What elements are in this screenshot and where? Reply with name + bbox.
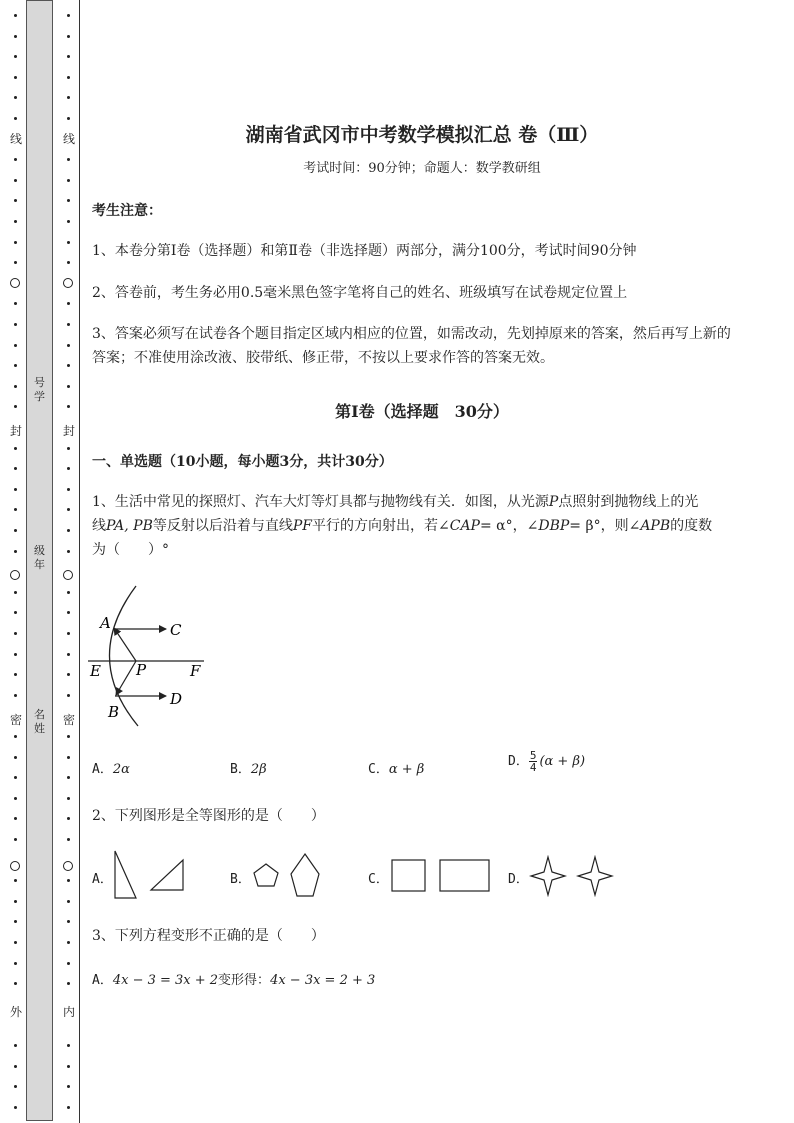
question-1-text: 1、生活中常见的探照灯、汽车大灯等灯具都与抛物线有关．如图，从光源P点照射到抛物线上的光 线PA, PB等反射以后沿着与直线PF平行的方向射出，若∠CAP= α°，∠DBP= β°，则∠APB的度数 为（ ）° [92, 494, 713, 558]
seal-dot [14, 199, 17, 202]
name-label: 名 姓 [34, 708, 45, 735]
part-heading: 一、单选题（10小题，每小题3分，共计30分） [92, 454, 393, 470]
point-label-a: A [100, 614, 111, 632]
seal-dot [67, 467, 70, 470]
seal-dot [67, 941, 70, 944]
seal-dot [14, 1044, 17, 1047]
q1-option-a[interactable]: A．2α [92, 762, 130, 777]
seal-dot [67, 900, 70, 903]
point-label-f: F [190, 662, 201, 680]
seal-dot [14, 158, 17, 161]
seal-dot [67, 55, 70, 58]
seal-dot [14, 611, 17, 614]
seal-dot [67, 735, 70, 738]
q2-option-d[interactable]: D． [508, 872, 529, 887]
seal-dot [67, 158, 70, 161]
q2-option-c[interactable]: C． [368, 872, 389, 887]
seal-circle-icon [63, 861, 73, 871]
question-2-text: 2、下列图形是全等图形的是（ ） [92, 808, 325, 824]
seal-dot [67, 117, 70, 120]
seal-dot [14, 941, 17, 944]
seal-dot [14, 1085, 17, 1088]
seal-circle-icon [63, 570, 73, 580]
seal-dot [14, 488, 17, 491]
seal-dot [67, 241, 70, 244]
small-triangle-shape [151, 860, 183, 890]
seal-dot [67, 385, 70, 388]
seal-dot [67, 1106, 70, 1109]
q1-option-b[interactable]: B．2β [230, 762, 267, 777]
fraction-five-fourths: $\frac{5}{4}$ [529, 749, 537, 774]
seal-dot [67, 838, 70, 841]
seal-dot [67, 323, 70, 326]
seal-dot [67, 817, 70, 820]
seal-dot [14, 14, 17, 17]
point-label-b: B [108, 703, 120, 721]
seal-dot [67, 405, 70, 408]
q2-option-b[interactable]: B． [230, 872, 251, 887]
notice-item-1: 1、本卷分第Ⅰ卷（选择题）和第Ⅱ卷（非选择题）两部分，满分100分，考试时间90分钟 [92, 243, 637, 259]
q1-option-c[interactable]: C．α + β [368, 762, 425, 777]
seal-dot [14, 776, 17, 779]
seal-dot [14, 323, 17, 326]
square-shape [392, 860, 425, 891]
seal-dot [67, 879, 70, 882]
seal-dot [67, 529, 70, 532]
seal-dot [14, 817, 17, 820]
seal-dot [67, 96, 70, 99]
seal-dot [67, 694, 70, 697]
seal-dot [14, 838, 17, 841]
exam-subtitle: 考试时间：90分钟；命题人：数学教研组 [303, 161, 541, 176]
notice-item-3: 3、答案必须写在试卷各个题目指定区域内相应的位置，如需改动，先划掉原来的答案，然后再写上新的答案；不准使用涂改液、胶带纸、修正带，不按以上要求作答的答案无效。 [92, 326, 731, 366]
seal-dot [14, 1065, 17, 1068]
student-number-label: 号 学 [34, 376, 45, 403]
seal-dot [67, 199, 70, 202]
seal-dot [14, 405, 17, 408]
seal-char-line-inner: 线 [62, 132, 75, 146]
seal-dot [14, 1106, 17, 1109]
seal-dot [14, 550, 17, 553]
seal-dot [14, 694, 17, 697]
seal-dot [14, 756, 17, 759]
seal-dot [14, 632, 17, 635]
seal-dot [14, 364, 17, 367]
seal-dot [14, 220, 17, 223]
cut-line [79, 0, 80, 1123]
seal-char-seal-inner: 封 [62, 424, 75, 438]
seal-dot [67, 220, 70, 223]
four-point-star-shape [578, 857, 612, 895]
binding-margin [0, 0, 82, 1123]
seal-dot [67, 261, 70, 264]
q2-option-a[interactable]: A． [92, 872, 113, 887]
seal-circle-icon [10, 278, 20, 288]
seal-dot [67, 179, 70, 182]
seal-dot [67, 14, 70, 17]
point-label-p: P [136, 661, 147, 679]
seal-dot [14, 797, 17, 800]
seal-dot [14, 344, 17, 347]
seal-dot [14, 385, 17, 388]
seal-dot [14, 879, 17, 882]
seal-dot [67, 1085, 70, 1088]
notice-heading: 考生注意： [92, 203, 162, 219]
q3-option-a[interactable]: A．4x − 3 = 3x + 2变形得：4x − 3x = 2 + 3 [92, 973, 376, 988]
seal-dot [67, 591, 70, 594]
seal-dot [67, 550, 70, 553]
grade-label: 级 年 [34, 544, 45, 571]
tall-triangle-shape [115, 851, 136, 898]
seal-dot [67, 673, 70, 676]
seal-dot [67, 508, 70, 511]
seal-dot [67, 447, 70, 450]
stars-figure [528, 855, 614, 897]
seal-char-secret-inner: 密 [62, 713, 75, 727]
seal-circle-icon [10, 861, 20, 871]
four-point-star-shape [531, 857, 565, 895]
seal-dot [14, 241, 17, 244]
parabola-figure [88, 578, 218, 738]
seal-dot [14, 467, 17, 470]
seal-dot [14, 179, 17, 182]
notice-item-2: 2、答卷前，考生务必用0.5毫米黑色签字笔将自己的姓名、班级填写在试卷规定位置上 [92, 285, 628, 301]
seal-dot [67, 488, 70, 491]
question-3-text: 3、下列方程变形不正确的是（ ） [92, 928, 325, 944]
seal-dot [67, 344, 70, 347]
ray-pb [116, 661, 136, 695]
section-title: 第Ⅰ卷（选择题 30分） [335, 402, 509, 421]
seal-dot [14, 920, 17, 923]
rectangles-figure [390, 858, 492, 894]
tall-pentagon-shape [291, 854, 319, 896]
seal-dot [67, 982, 70, 985]
seal-circle-icon [63, 278, 73, 288]
seal-char-outside: 外 [9, 1005, 22, 1019]
pentagons-figure [250, 850, 322, 900]
seal-dot [67, 920, 70, 923]
seal-char-inside: 内 [62, 1005, 75, 1019]
seal-dot [14, 982, 17, 985]
seal-dot [14, 447, 17, 450]
seal-dot [67, 35, 70, 38]
seal-dot [14, 735, 17, 738]
rectangle-shape [440, 860, 489, 891]
seal-dot [67, 611, 70, 614]
small-pentagon-shape [254, 864, 278, 886]
seal-char-line-outer: 线 [9, 132, 22, 146]
seal-dot [67, 76, 70, 79]
seal-dot [14, 529, 17, 532]
q1-option-d[interactable]: D． $\frac{5}{4}$ (α + β) [508, 749, 586, 774]
seal-dot [67, 653, 70, 656]
right-triangles-figure [112, 848, 192, 900]
seal-dot [67, 962, 70, 965]
seal-dot [14, 117, 17, 120]
inner-seal-dotline [62, 0, 76, 1123]
seal-dot [14, 962, 17, 965]
seal-dot [14, 673, 17, 676]
outer-seal-dotline [9, 0, 23, 1123]
seal-dot [67, 776, 70, 779]
seal-dot [14, 96, 17, 99]
seal-dot [14, 302, 17, 305]
seal-dot [14, 261, 17, 264]
seal-dot [14, 508, 17, 511]
seal-dot [14, 76, 17, 79]
ray-pa [114, 628, 136, 661]
seal-dot [67, 302, 70, 305]
seal-dot [14, 900, 17, 903]
seal-dot [67, 364, 70, 367]
seal-dot [14, 35, 17, 38]
seal-circle-icon [10, 570, 20, 580]
seal-dot [67, 632, 70, 635]
seal-char-secret-outer: 密 [9, 713, 22, 727]
seal-dot [67, 1065, 70, 1068]
seal-dot [67, 1044, 70, 1047]
exam-title: 湖南省武冈市中考数学模拟汇总 卷（Ⅲ） [245, 124, 599, 146]
point-label-d: D [170, 690, 183, 708]
seal-dot [14, 591, 17, 594]
seal-char-seal-outer: 封 [9, 424, 22, 438]
seal-dot [67, 797, 70, 800]
seal-dot [67, 756, 70, 759]
seal-dot [14, 653, 17, 656]
seal-dot [14, 55, 17, 58]
point-label-c: C [170, 621, 182, 639]
point-label-e: E [90, 662, 101, 680]
